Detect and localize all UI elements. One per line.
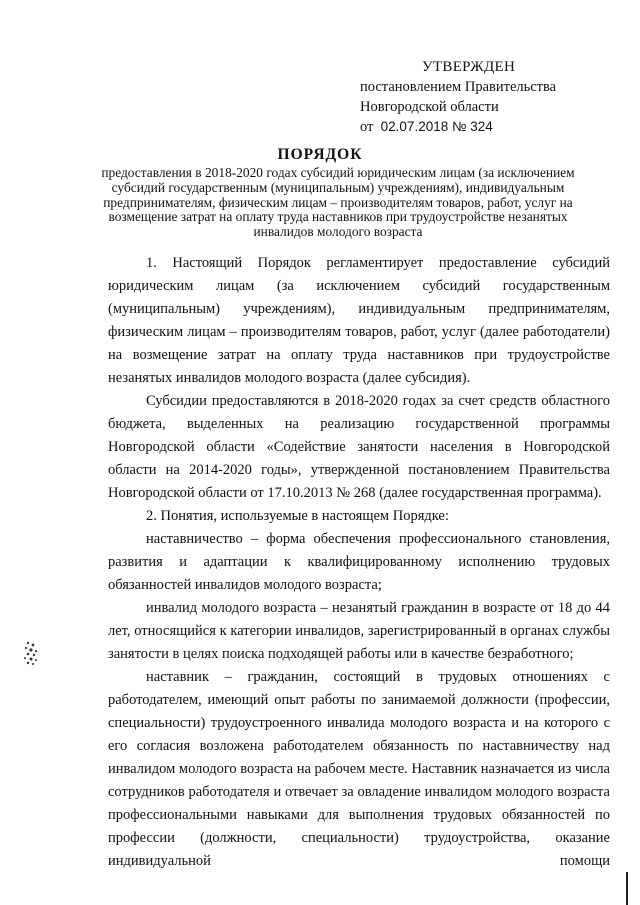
paragraph-2: Субсидии предоставляются в 2018-2020 годах за счет средств областного бюджета, выделенных на реализацию государственной программы Новгородской области «Содействие занятости населения в Новгородской области на 2014-2020 годы», утвержденной постановлением Правительства Новгородской области от 17.10.2013 № 268 (далее государственная программа). bbox=[108, 393, 610, 501]
document-title: ПОРЯДОК bbox=[277, 146, 363, 163]
paragraph-4: наставничество – форма обеспечения профессионального становления, развития и адаптации к квалифицированному исполнению трудовых обязанностей инвалидов молодого возраста; bbox=[108, 531, 610, 593]
approval-line-1: постановлением Правительства bbox=[360, 79, 557, 95]
paragraph-3: 2. Понятия, используемые в настоящем Порядке: bbox=[146, 508, 449, 524]
paragraph-5: инвалид молодого возраста – незанятый гражданин в возрасте от 18 до 44 лет, относящийся к категории инвалидов, зарегистрированный в органах службы занятости в целях поиска подходящей работы или в качестве безработного; bbox=[108, 600, 610, 662]
approval-title: УТВЕРЖДЕН bbox=[422, 59, 516, 75]
ink-mark-icon bbox=[22, 640, 42, 666]
approval-date-prefix: от bbox=[360, 119, 374, 135]
document-subtitle: предоставления в 2018-2020 годах субсидий юридическим лицам (за исключением субсидий государственным (муниципальным) учреждениям), индивидуальным предпринимателям, физическим лицам – производителям товаров, работ, услуг на возмещение затрат на оплату труда наставников при трудоустройстве незанятых инвалидов молодого возраста bbox=[101, 165, 575, 240]
page-edge-line bbox=[626, 872, 628, 905]
paragraph-6: наставник – гражданин, состоящий в трудовых отношениях с работодателем, имеющий опыт работы по занимаемой должности (профессии, специальности) трудоустроенного инвалида молодого возраста и на которого с его согласия возложена работодателем обязанность по наставничеству над инвалидом молодого возраста на рабочем месте. Наставник назначается из числа сотрудников работодателя и отвечает за овладение инвалидом молодого возраста профессиональными навыками для выполнения трудовых обязанностей по профессии (должности, специальности) трудоустройства, оказание индивидуальной помощи bbox=[108, 669, 610, 869]
document-body bbox=[108, 252, 610, 873]
approval-date-line bbox=[360, 117, 610, 137]
approval-stamp-block bbox=[360, 58, 610, 137]
paragraph-1: 1. Настоящий Порядок регламентирует предоставление субсидий юридическим лицам (за исключением субсидий государственным (муниципальным) учреждениям), индивидуальным предпринимателям, физическим лицам – производителям товаров, работ, услуг (далее работодатели) на возмещение затрат на оплату труда наставников при трудоустройстве незанятых инвалидов молодого возраста (далее субсидия). bbox=[108, 255, 610, 386]
approval-line-2: Новгородской области bbox=[360, 99, 499, 115]
approval-date-value: 02.07.2018 № 324 bbox=[380, 119, 493, 134]
